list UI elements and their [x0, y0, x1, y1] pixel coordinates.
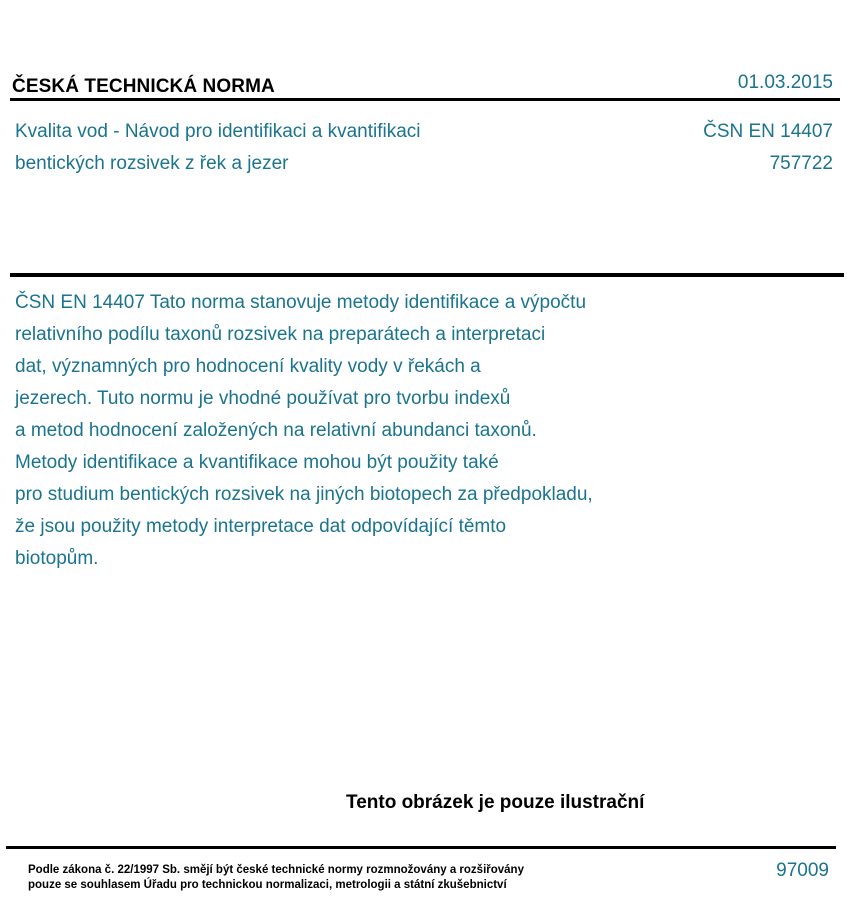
abstract-line: relativního podílu taxonů rozsivek na preparátech a interpretaci	[15, 324, 546, 345]
section-divider	[10, 273, 844, 277]
standard-subject	[15, 116, 575, 180]
abstract-line: dat, významných pro hodnocení kvality vody v řekách a	[15, 356, 481, 377]
abstract-line: ČSN EN 14407 Tato norma stanovuje metody identifikace a výpočtu	[15, 292, 587, 313]
illustration-notice: Tento obrázek je pouze ilustrační	[346, 792, 645, 813]
abstract-text	[15, 287, 705, 575]
abstract-line: biotopům.	[15, 548, 99, 569]
abstract-line: pro studium bentických rozsivek na jiných biotopech za předpokladu,	[15, 484, 593, 505]
header-divider	[10, 98, 840, 101]
abstract-line: jezerech. Tuto normu je vhodné používat pro tvorbu indexů	[15, 388, 511, 409]
abstract-line: a metod hodnocení založených na relativní abundanci taxonů.	[15, 420, 537, 441]
issue-date: 01.03.2015	[737, 72, 833, 93]
subject-line: bentických rozsivek z řek a jezer	[15, 153, 289, 174]
standard-code: ČSN EN 14407	[703, 121, 833, 142]
standard-codes	[703, 116, 833, 180]
subject-line: Kvalita vod - Návod pro identifikaci a kvantifikaci	[15, 121, 421, 142]
document-type-title: ČESKÁ TECHNICKÁ NORMA	[12, 76, 275, 97]
catalog-number: 97009	[776, 860, 829, 881]
abstract-line: že jsou použity metody interpretace dat odpovídající těmto	[15, 516, 507, 537]
footer-divider	[6, 846, 836, 849]
abstract-line: Metody identifikace a kvantifikace mohou být použity také	[15, 452, 499, 473]
legal-line: Podle zákona č. 22/1997 Sb. smějí být české technické normy rozmnožovány a rozšiřovány	[28, 864, 524, 876]
legal-notice	[28, 863, 524, 893]
legal-line: pouze se souhlasem Úřadu pro technickou normalizaci, metrologii a státní zkušebnictví	[28, 879, 507, 891]
class-code: 757722	[769, 153, 833, 174]
